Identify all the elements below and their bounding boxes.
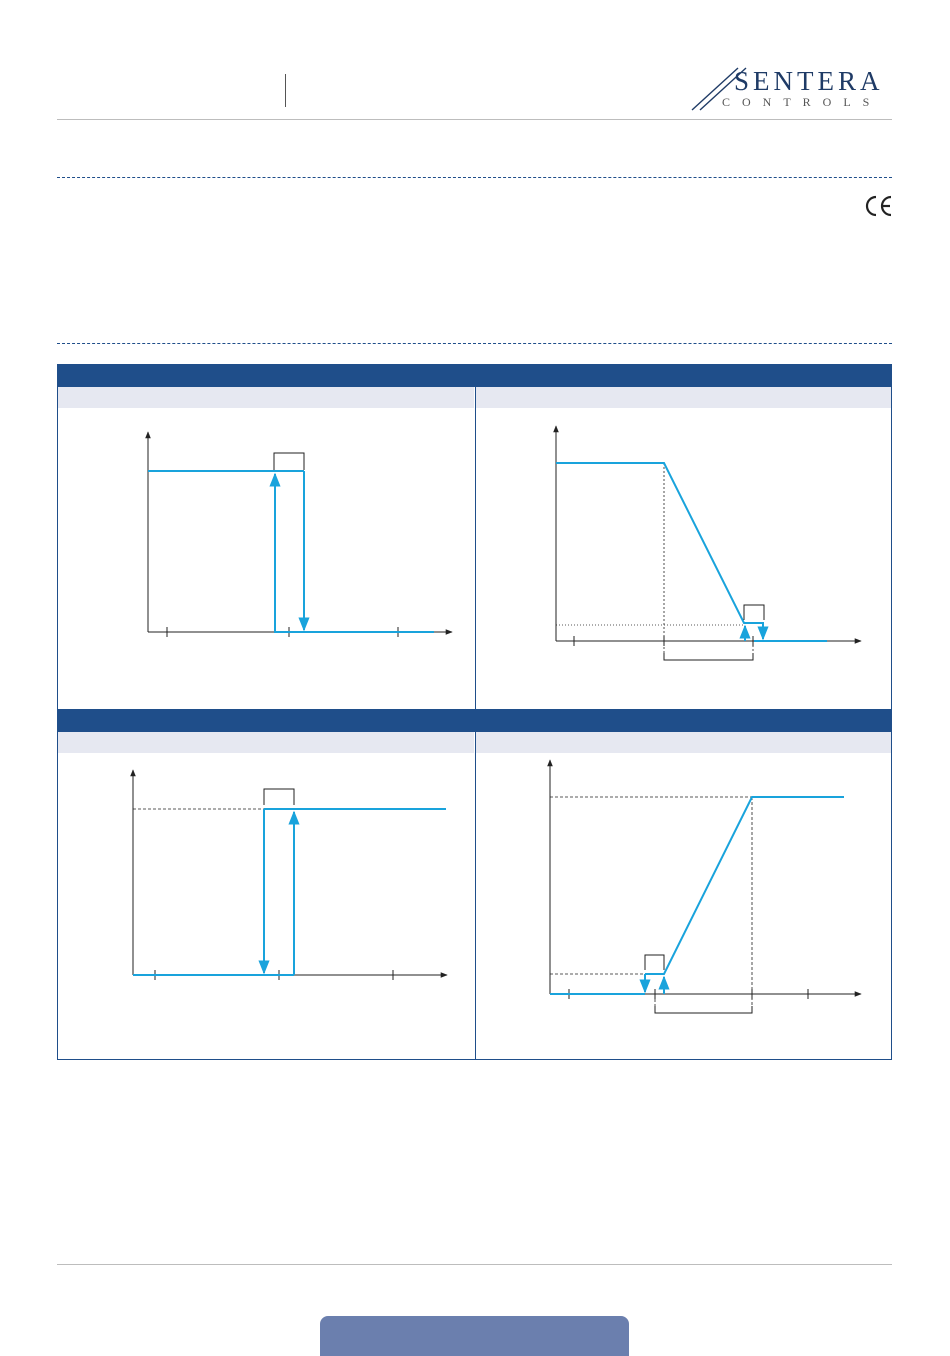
logo-wordmark: SENTERA	[734, 66, 884, 96]
diagram-ramp-up-bottom-right	[550, 760, 861, 1013]
footer-page-tab	[320, 1316, 629, 1356]
range-bracket	[655, 1006, 752, 1013]
range-bracket	[664, 653, 753, 660]
footer-rule	[57, 1264, 892, 1265]
output-curve	[556, 463, 764, 623]
hysteresis-bracket	[744, 605, 764, 620]
hysteresis-bracket	[264, 789, 294, 805]
output-curve	[645, 797, 844, 974]
diagram-switch-off-top-left	[148, 432, 452, 637]
logo-tagline: CONTROLS	[722, 95, 882, 109]
hysteresis-bracket	[645, 955, 664, 970]
diagram-switch-on-bottom-left	[133, 770, 447, 980]
hysteresis-bracket	[274, 453, 304, 470]
diagram-ramp-down-top-right	[556, 426, 861, 660]
